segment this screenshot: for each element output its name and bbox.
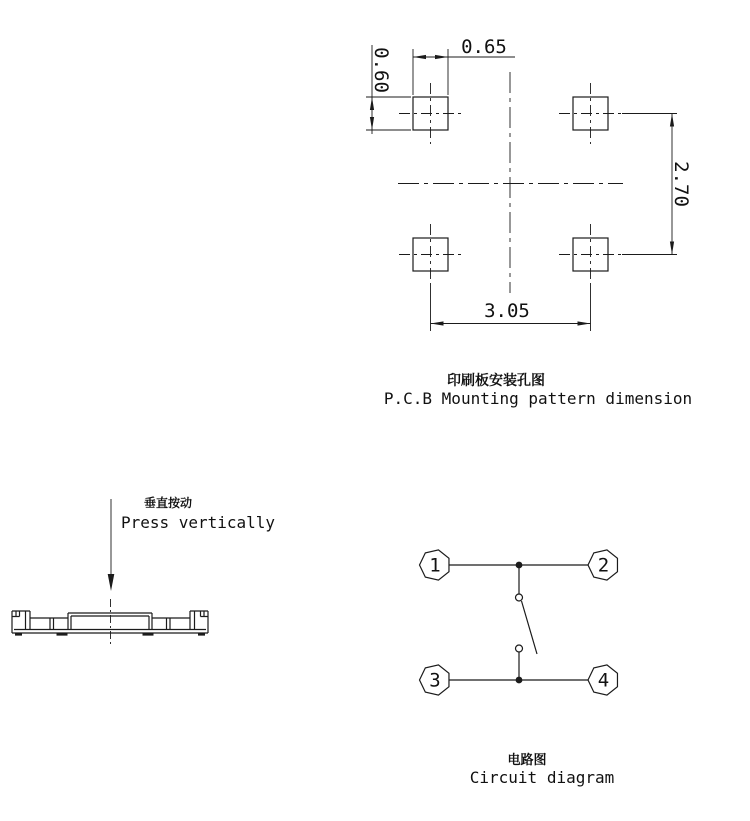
side-view xyxy=(12,495,275,647)
circuit-diagram xyxy=(420,550,618,787)
junction-dot-bottom xyxy=(516,677,523,684)
side-view-body xyxy=(12,611,208,633)
dim-value-col-pitch: 3.05 xyxy=(484,300,530,322)
dim-value-row-pitch: 2.70 xyxy=(670,161,692,207)
contact-top xyxy=(516,594,523,601)
circuit-caption-en: Circuit diagram xyxy=(469,768,615,787)
pin-number-1: 1 xyxy=(429,554,441,577)
pin-number-2: 2 xyxy=(597,554,610,577)
press-label-en: Press vertically xyxy=(120,513,276,532)
pcb-mounting-pattern xyxy=(366,36,692,408)
dimension-col-pitch xyxy=(431,285,591,331)
dimension-pad-height xyxy=(366,45,411,134)
dimension-row-pitch xyxy=(622,114,692,255)
dim-value-pad-height: 0.60 xyxy=(370,47,392,93)
press-label-zh: 垂直按动 xyxy=(143,496,193,510)
pcb-caption-zh: 印刷板安装孔图 xyxy=(447,373,545,389)
junction-dot-top xyxy=(516,562,523,569)
circuit-caption-zh: 电路图 xyxy=(507,753,547,768)
pad-centerlines xyxy=(399,83,622,285)
press-arrow xyxy=(108,499,115,591)
pin-number-4: 4 xyxy=(597,669,610,692)
pcb-caption-en: P.C.B Mounting pattern dimension xyxy=(383,389,693,408)
dimension-pad-width xyxy=(413,36,515,95)
contact-bottom xyxy=(516,645,523,652)
dim-value-pad-width: 0.65 xyxy=(461,36,507,58)
pin-number-3: 3 xyxy=(429,669,441,692)
circuit-wires xyxy=(449,565,588,680)
